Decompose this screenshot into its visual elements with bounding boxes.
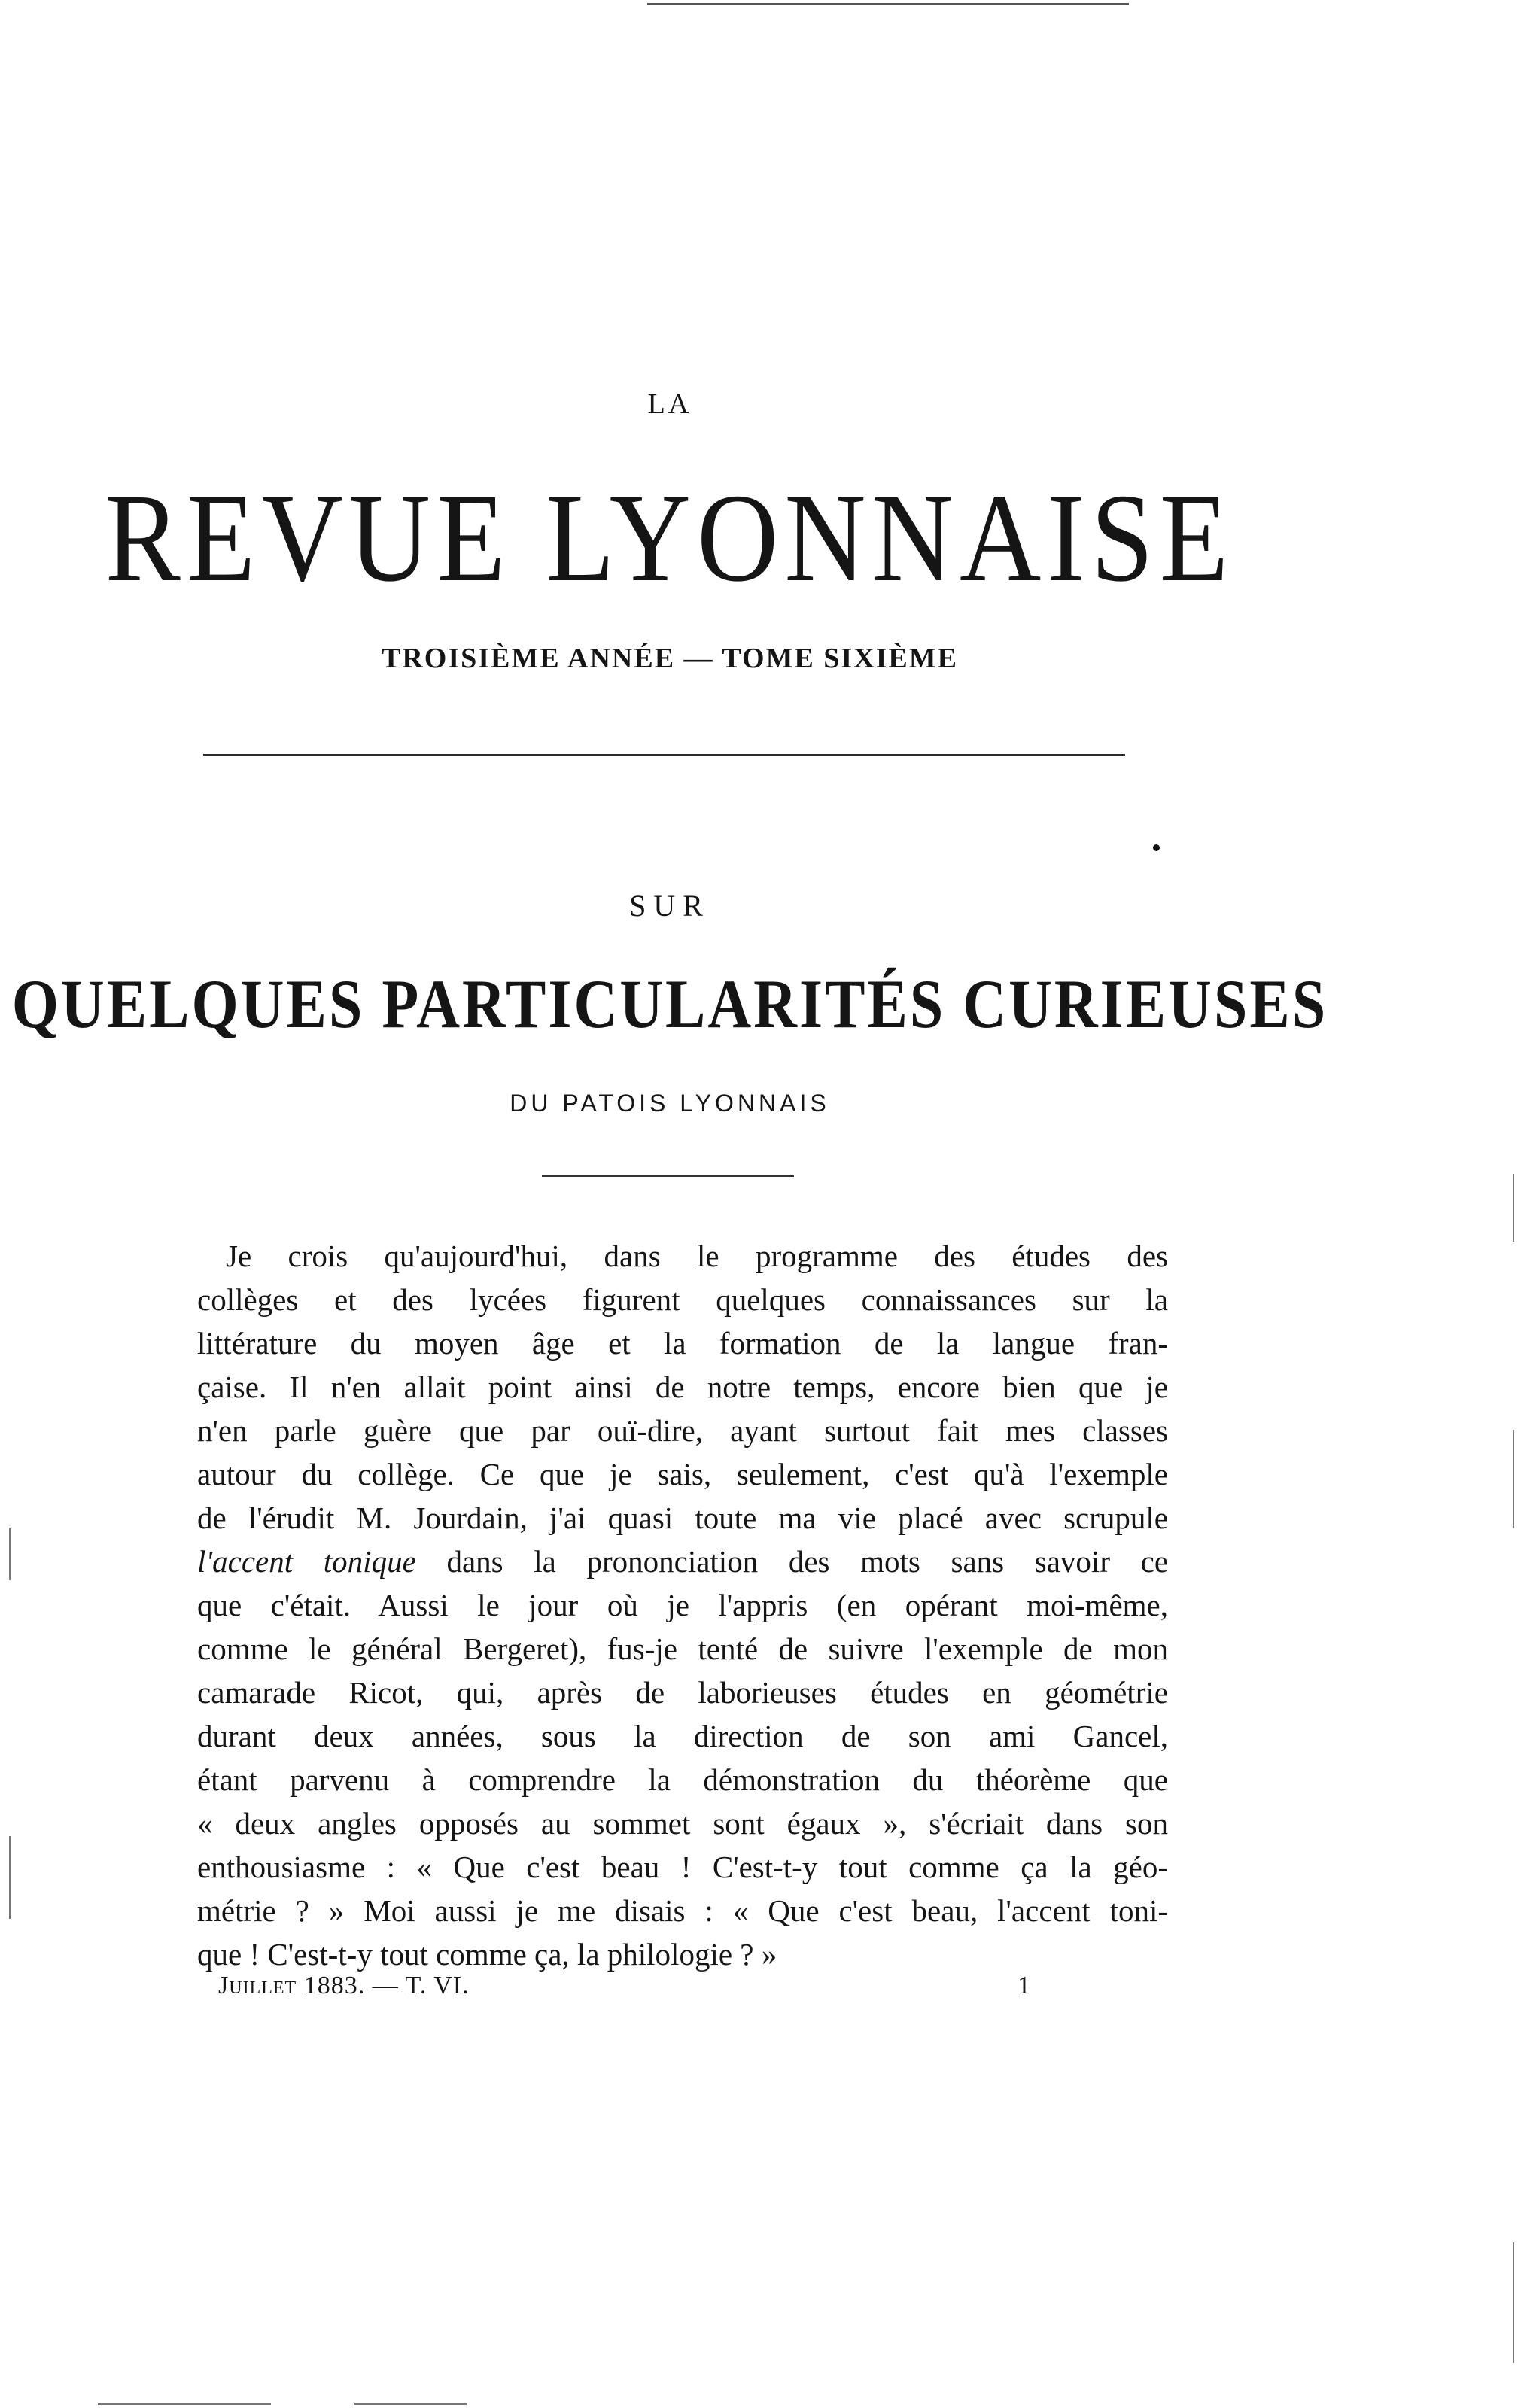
header-divider — [203, 754, 1125, 756]
body-line: Je crois qu'aujourd'hui, dans le programme des études des — [226, 1239, 1168, 1273]
top-edge-rule — [647, 3, 1129, 5]
right-edge-mark — [1513, 2242, 1514, 2363]
body-line: çaise. Il n'en allait point ainsi de notre temps, encore bien que je — [197, 1370, 1168, 1404]
issue-signature — [218, 1972, 470, 2000]
article-pre-title: SUR — [629, 889, 710, 923]
issue-details: 1883. — T. VI. — [303, 1972, 470, 1999]
body-line: comme le général Bergeret), fus-je tenté de suivre l'exemple de mon — [197, 1631, 1168, 1666]
body-line: autour du collège. Ce que je sais, seulement, c'est qu'à l'exemple — [197, 1457, 1168, 1491]
journal-subtitle: TROISIÈME ANNÉE — TOME SIXIÈME — [382, 643, 958, 674]
italic-term: l'accent tonique — [197, 1544, 416, 1579]
left-edge-mark — [9, 1836, 11, 1919]
body-line: durant deux années, sous la direction de son ami Gancel, — [197, 1719, 1168, 1753]
page-number: 1 — [1018, 1972, 1030, 1999]
right-edge-mark — [1513, 1430, 1514, 1528]
journal-title: REVUE LYONNAISE — [105, 468, 1235, 608]
body-line: littérature du moyen âge et la formation de la langue fran- — [197, 1326, 1168, 1361]
right-edge-mark — [1513, 1174, 1514, 1242]
body-line: métrie ? » Moi aussi je me disais : « Que c'est beau, l'accent toni- — [197, 1893, 1168, 1928]
left-edge-mark — [9, 1528, 11, 1580]
bottom-edge-rule — [354, 2403, 467, 2405]
bottom-edge-rule — [98, 2403, 271, 2405]
title-divider — [542, 1175, 794, 1177]
body-line: que c'était. Aussi le jour où je l'appris (en opérant moi-même, — [197, 1588, 1168, 1622]
article-title: QUELQUES PARTICULARITÉS CURIEUSES — [11, 966, 1328, 1043]
body-line-with-italic — [197, 1540, 1168, 1583]
body-line: collèges et des lycées figurent quelques connaissances sur la — [197, 1282, 1168, 1317]
body-line: que ! C'est-t-y tout comme ça, la philologie ? » — [197, 1937, 777, 1972]
body-line: « deux angles opposés au sommet sont égaux », s'écriait dans son — [197, 1806, 1168, 1841]
article-body — [197, 1234, 1168, 1976]
article-subtitle: DU PATOIS LYONNAIS — [510, 1090, 830, 1117]
issue-month: Juillet — [218, 1972, 297, 1999]
ink-dot — [1153, 844, 1160, 851]
body-line: enthousiasme : « Que c'est beau ! C'est-t-y tout comme ça la géo- — [197, 1850, 1168, 1884]
body-line: étant parvenu à comprendre la démonstration du théorème que — [197, 1762, 1168, 1797]
body-line-rest: dans la prononciation des mots sans savoir ce — [446, 1544, 1169, 1579]
body-line: n'en parle guère que par ouï-dire, ayant surtout fait mes classes — [197, 1413, 1168, 1448]
body-line: camarade Ricot, qui, après de laborieuses études en géométrie — [197, 1675, 1168, 1710]
body-line: de l'érudit M. Jourdain, j'ai quasi toute ma vie placé avec scrupule — [197, 1500, 1168, 1535]
journal-article-prefix: LA — [647, 388, 692, 420]
